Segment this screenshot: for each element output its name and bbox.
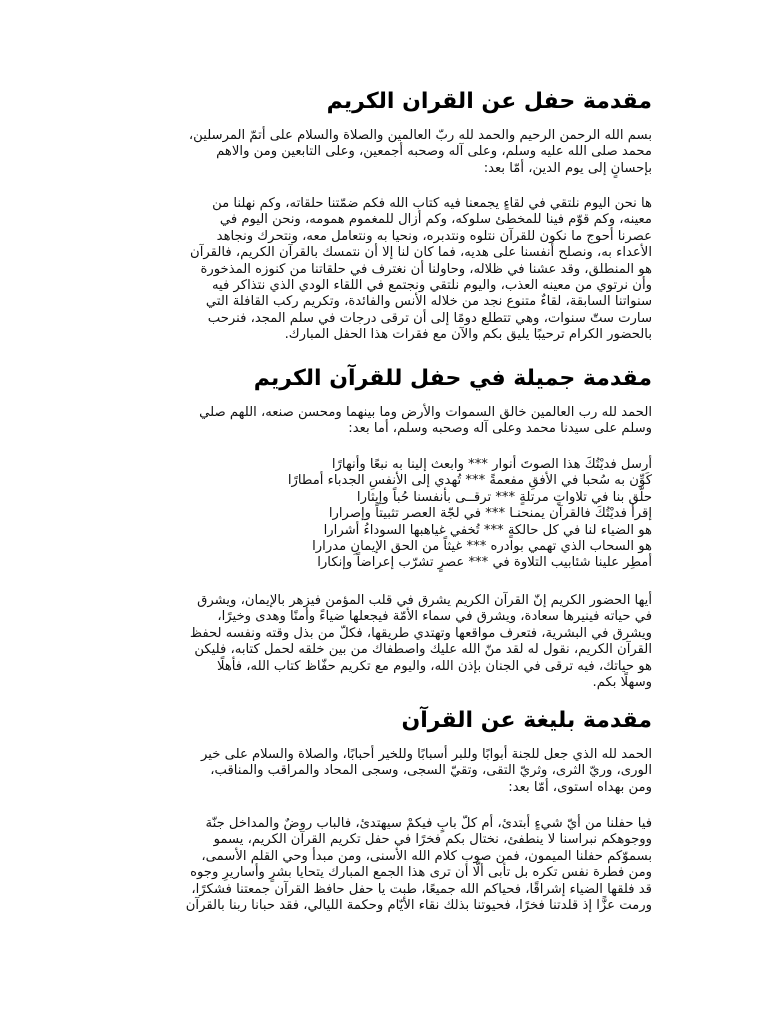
poem-verse: هو الضياء لنا في كل حالكةٍ *** تُخفي غياهبها السوداءُ أشرارا [323, 522, 652, 538]
poem-verse: أرسل فديْتُكَ هذا الصوتَ أنوار *** وابعث إلينا به نبعًا وأنهارًا [331, 457, 652, 472]
document-page [118, 0, 652, 1024]
section-3-body-paragraph: فيا حفلنا من أيّ شيءٍ أبتدئ، أم كلّ بابٍ فيكمْ سيهتدئ، فالباب روضٌ والمداخل جنّة ووجوهكم نبراسنا لا ينطفئ، نختال بكم فخرًا في حفل تكريم القرآن الكريم، يسمو بسموّكم حفلنا الميمون، فمن صوب كلام الله الأسنى، ومن مبدأ وحي القلم الأسمى، ومن فطرة نفس تكره بل تأبى ألّا أن ترى هذا الجمع المبارك يتحايا بشرٍ وأساريرِ وجوه قد فلقها الضياء إشراقًا، فحياكم الله جميعًا، طبت يا حفل حافظ القرآن جمعتنا فشكرًا، ورمت عزًّا إذ قلدتنا فخرًا، فحيوتنا بذلك نقاء الأيّام وحكمة الليالي، فقد حبانا ربنا بالقرآن [185, 816, 652, 914]
poem-verse: أمطِر علينا شئابيب التلاوة في *** عصرٍ تشرّب إعراضاً وإنكارا [317, 555, 652, 571]
section-3-intro-paragraph: الحمد لله الذي جعل للجنة أبوابًا وللبر أسبابًا وللخير أحبابًا، والصلاة والسلام على خير الورى، وريّ الثرى، وثريّ التقى، وتقيّ السجى، وسجى المحاد والمراقب والمناقب، ومن بهداه استوى، أمّا بعد: [201, 747, 652, 795]
section-1-intro-paragraph: بسم الله الرحمن الرحيم والحمد لله ربّ العالمين والصلاة والسلام على أتمّ المرسلين، محمد صلى الله عليه وسلم، وعلى آله وصحبه أجمعين، وعلى التابعين ومن والاهم بإحسانٍ إلى يوم الدين، أمّا بعد: [188, 128, 652, 176]
poem-verse: إقرأ فديْتُكَ فالقرآن يمنحنـا *** في لجّة العصر تثبيتاً وإصرارا [328, 506, 652, 522]
section-2-intro-paragraph: الحمد لله رب العالمين خالق السموات والأرض وما بينهما ومحسن صنعه، اللهم صلي وسلم على سيدنا محمد وعلى آله وصحبه وسلم، أما بعد: [199, 405, 652, 437]
section-heading-2: مقدمة جميلة في حفل للقرآن الكريم [253, 366, 652, 391]
poem-verse: هو السحاب الذي تهمي بوادره *** غيثاً من الحق الإيمانِ مدرارا [312, 539, 652, 555]
section-1-body-paragraph: ها نحن اليوم نلتقي في لقاءٍ يجمعنا فيه كتاب الله فكم ضمّتنا حلقاته، وكم نهلنا من معينه، وكم قوّم فينا للمخطئ سلوكه، وكم أزال للمغموم همومه، ونحن اليوم في عصرنا أحوج ما نكون للقرآن نتلوه ونتدبره، ونحيا به ونتعامل معه، ونتحرك ونجاهد الأعداء به، ونصلح أنفسنا على هديه، فما كان لنا إلا أن نتمسك بالقرآن الكريم، فالقرآن هو المنطلق، وقد عشنا في ظلاله، وحاولنا أن نغترف في حلقاتنا من كنوزه المذخورة وأن نرتوي من معينه العذب، واليوم نلتقي ونجتمع في اللقاء الودي الذي نتذاكر فيه سنواتنا السابقة، لقاءٌ متنوع نجد من خلاله الأنس والفائدة، وتكريم ركب القافلة التي سارت ستّ سنوات، وهي تتطلع دومًا إلى أن ترقى درجات في سلم المجد، فنرحب بالحضور الكرام ترحيبًا يليق بكم والآن مع فقرات هذا الحفل المبارك. [190, 196, 652, 343]
section-heading-1: مقدمة حفل عن القران الكريم [326, 89, 652, 114]
poem-verse: كَوِّن به سُحبا في الأفقِ مفعمةً *** تُهدي إلى الأنفسِ الجدباء أمطارًا [287, 473, 652, 489]
poem-verse: حلّق بنا في تلاواتٍ مرتلةٍ *** ترقــى بأنفسنا حُباً وإيثارا [356, 489, 652, 505]
poem-verses [118, 457, 652, 572]
section-heading-3: مقدمة بليغة عن القرآن [401, 708, 652, 733]
section-2-closing-paragraph: أيها الحضور الكريم إنّ القرآن الكريم يشرق في قلب المؤمن فيزهر بالإيمان، ويشرق في حياته فينيرها سعادة، ويشرق في سماء الأمّة فيجعلها ضياءً وأمنًا وهدى وخيرًا، ويشرق في البشرية، فتعرف مواقعها وتهتدي طريقها، فكلّ من بذل وقته ونفسه لحفظ القرآن الكريم، نقول له لقد منّ الله عليك واصطفاك من بين خلقه لحمل كتابه، فليكن هو حياتك، فيه ترقى في الجنان بإذن الله، واليوم مع تكريم حفّاظ كتاب الله، فأهلًا وسهلًا بكم. [189, 593, 652, 691]
